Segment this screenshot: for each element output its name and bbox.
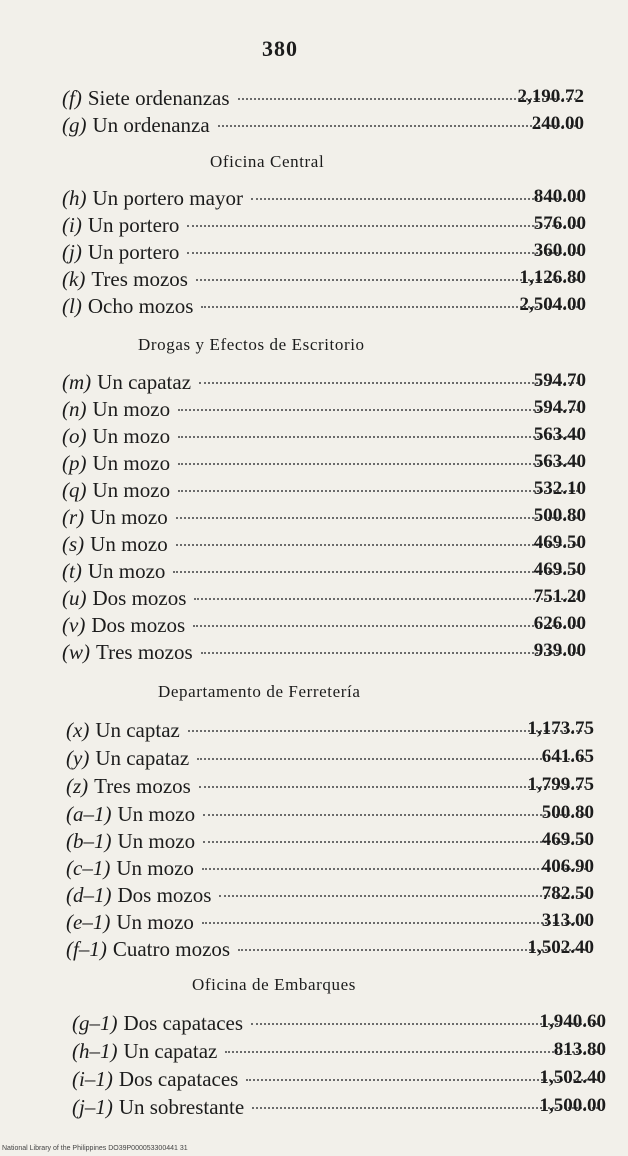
item-amount: 576.00 — [533, 213, 586, 234]
line-item-c1 — [66, 856, 594, 882]
dot-leader — [173, 571, 578, 573]
line-item-j1 — [72, 1095, 606, 1121]
item-amount: 2,190.72 — [517, 86, 584, 107]
item-label: Siete ordenanzas — [87, 86, 230, 110]
item-amount: 2,504.00 — [519, 294, 586, 315]
line-item-r — [62, 505, 586, 531]
line-item-b1 — [66, 829, 594, 855]
item-amount: 469.50 — [533, 559, 586, 580]
item-code: (i–1) — [72, 1067, 113, 1091]
item-label: Un mozo — [90, 532, 168, 556]
item-code: (r) — [62, 505, 85, 529]
line-item-x — [66, 718, 594, 744]
item-amount: 751.20 — [533, 586, 586, 607]
item-code: (w) — [62, 640, 90, 664]
dot-leader — [197, 758, 586, 760]
item-code: (d–1) — [66, 883, 112, 907]
item-label: Un portero — [87, 240, 180, 264]
item-label: Tres mozos — [94, 774, 191, 798]
item-amount: 1,126.80 — [519, 267, 586, 288]
dot-leader — [187, 225, 578, 227]
item-amount: 406.90 — [541, 856, 594, 877]
item-amount: 939.00 — [533, 640, 586, 661]
item-label: Ocho mozos — [87, 294, 194, 318]
item-label: Un mozo — [117, 802, 196, 826]
line-item-u — [62, 586, 586, 612]
item-code: (g) — [62, 113, 87, 137]
item-label: Dos mozos — [91, 613, 186, 637]
item-label: Un capataz — [123, 1039, 218, 1063]
item-code: (c–1) — [66, 856, 111, 880]
item-amount: 360.00 — [533, 240, 586, 261]
item-amount: 1,502.40 — [539, 1067, 606, 1088]
dot-leader — [176, 517, 578, 519]
item-label: Un sobrestante — [118, 1095, 245, 1119]
line-item-h1 — [72, 1039, 606, 1065]
line-item-g1 — [72, 1011, 606, 1037]
item-label: Un mozo — [92, 397, 171, 421]
item-label: Dos mozos — [117, 883, 212, 907]
item-code: (h) — [62, 186, 87, 210]
item-amount: 563.40 — [533, 424, 586, 445]
line-item-h — [62, 186, 586, 212]
item-code: (k) — [62, 267, 86, 291]
line-item-j — [62, 240, 586, 266]
item-amount: 500.80 — [533, 505, 586, 526]
item-label: Un portero mayor — [92, 186, 243, 210]
item-amount: 1,940.60 — [539, 1011, 606, 1032]
section-heading-drogas: Drogas y Efectos de Escritorio — [138, 335, 365, 354]
item-code: (g–1) — [72, 1011, 118, 1035]
item-amount: 313.00 — [541, 910, 594, 931]
item-amount: 594.70 — [533, 370, 586, 391]
page-number: 380 — [262, 36, 298, 61]
dot-leader — [202, 868, 586, 870]
line-item-q — [62, 478, 586, 504]
item-label: Un mozo — [117, 829, 196, 853]
line-item-v — [62, 613, 586, 639]
item-code: (z) — [66, 774, 89, 798]
line-item-a1 — [66, 802, 594, 828]
item-label: Tres mozos — [96, 640, 193, 664]
dot-leader — [251, 198, 578, 200]
line-item-d1 — [66, 883, 594, 909]
item-code: (t) — [62, 559, 82, 583]
scan-footer: National Library of the Philippines DO39P000053300441 31 — [2, 1145, 188, 1152]
line-item-g — [62, 113, 584, 139]
line-item-p — [62, 451, 586, 477]
item-amount: 500.80 — [541, 802, 594, 823]
item-label: Dos capataces — [123, 1011, 244, 1035]
item-amount: 1,500.00 — [539, 1095, 606, 1116]
dot-leader — [199, 382, 578, 384]
line-item-w — [62, 640, 586, 666]
item-code: (s) — [62, 532, 85, 556]
line-item-f1 — [66, 937, 594, 963]
item-code: (f–1) — [66, 937, 107, 961]
dot-leader — [203, 841, 586, 843]
line-item-e1 — [66, 910, 594, 936]
item-label: Un mozo — [92, 424, 171, 448]
dot-leader — [193, 625, 578, 627]
item-code: (l) — [62, 294, 82, 318]
line-item-n — [62, 397, 586, 423]
item-label: Un capataz — [95, 746, 190, 770]
item-amount: 563.40 — [533, 451, 586, 472]
item-amount: 813.80 — [553, 1039, 606, 1060]
dot-leader — [178, 463, 578, 465]
item-amount: 594.70 — [533, 397, 586, 418]
item-label: Un ordenanza — [92, 113, 210, 137]
section-heading-embarques: Oficina de Embarques — [192, 975, 356, 994]
dot-leader — [188, 730, 586, 732]
line-item-s — [62, 532, 586, 558]
line-item-m — [62, 370, 586, 396]
item-label: Dos capataces — [118, 1067, 239, 1091]
item-amount: 1,173.75 — [527, 718, 594, 739]
dot-leader — [178, 409, 578, 411]
item-amount: 240.00 — [531, 113, 584, 134]
item-label: Un capataz — [97, 370, 192, 394]
item-code: (f) — [62, 86, 82, 110]
item-code: (m) — [62, 370, 92, 394]
section-heading-ferreteria: Departamento de Ferretería — [158, 682, 361, 701]
item-code: (x) — [66, 718, 90, 742]
item-code: (o) — [62, 424, 87, 448]
dot-leader — [178, 490, 578, 492]
dot-leader — [203, 814, 586, 816]
item-amount: 1,502.40 — [527, 937, 594, 958]
line-item-f — [62, 86, 584, 112]
item-code: (a–1) — [66, 802, 112, 826]
item-label: Tres mozos — [91, 267, 188, 291]
item-label: Un mozo — [116, 910, 194, 934]
item-amount: 532.10 — [533, 478, 586, 499]
item-code: (h–1) — [72, 1039, 118, 1063]
item-code: (u) — [62, 586, 87, 610]
line-item-y — [66, 746, 594, 772]
item-label: Dos mozos — [92, 586, 187, 610]
section-heading-oficina-central: Oficina Central — [210, 152, 325, 171]
item-amount: 469.50 — [541, 829, 594, 850]
dot-leader — [178, 436, 578, 438]
line-item-z — [66, 774, 594, 800]
dot-leader — [201, 652, 578, 654]
item-code: (n) — [62, 397, 87, 421]
item-label: Un captaz — [95, 718, 180, 742]
dot-leader — [219, 895, 586, 897]
item-code: (j) — [62, 240, 82, 264]
item-amount: 641.65 — [541, 746, 594, 767]
item-code: (p) — [62, 451, 87, 475]
line-item-i1 — [72, 1067, 606, 1093]
item-code: (b–1) — [66, 829, 112, 853]
item-label: Un mozo — [92, 451, 171, 475]
line-item-t — [62, 559, 586, 585]
item-amount: 469.50 — [533, 532, 586, 553]
item-amount: 1,799.75 — [527, 774, 594, 795]
line-item-i — [62, 213, 586, 239]
dot-leader — [176, 544, 578, 546]
item-label: Un mozo — [87, 559, 166, 583]
line-item-o — [62, 424, 586, 450]
item-amount: 840.00 — [533, 186, 586, 207]
item-code: (q) — [62, 478, 87, 502]
item-code: (y) — [66, 746, 90, 770]
item-code: (v) — [62, 613, 86, 637]
line-item-l — [62, 294, 586, 320]
dot-leader — [225, 1051, 598, 1053]
item-amount: 782.50 — [541, 883, 594, 904]
item-code: (e–1) — [66, 910, 111, 934]
item-label: Un mozo — [116, 856, 194, 880]
item-amount: 626.00 — [533, 613, 586, 634]
item-label: Un portero — [87, 213, 180, 237]
item-label: Un mozo — [92, 478, 171, 502]
item-label: Cuatro mozos — [112, 937, 231, 961]
item-code: (j–1) — [72, 1095, 113, 1119]
dot-leader — [187, 252, 578, 254]
dot-leader — [194, 598, 578, 600]
line-item-k — [62, 267, 586, 293]
item-code: (i) — [62, 213, 82, 237]
dot-leader — [202, 922, 586, 924]
item-label: Un mozo — [90, 505, 168, 529]
dot-leader — [218, 125, 576, 127]
